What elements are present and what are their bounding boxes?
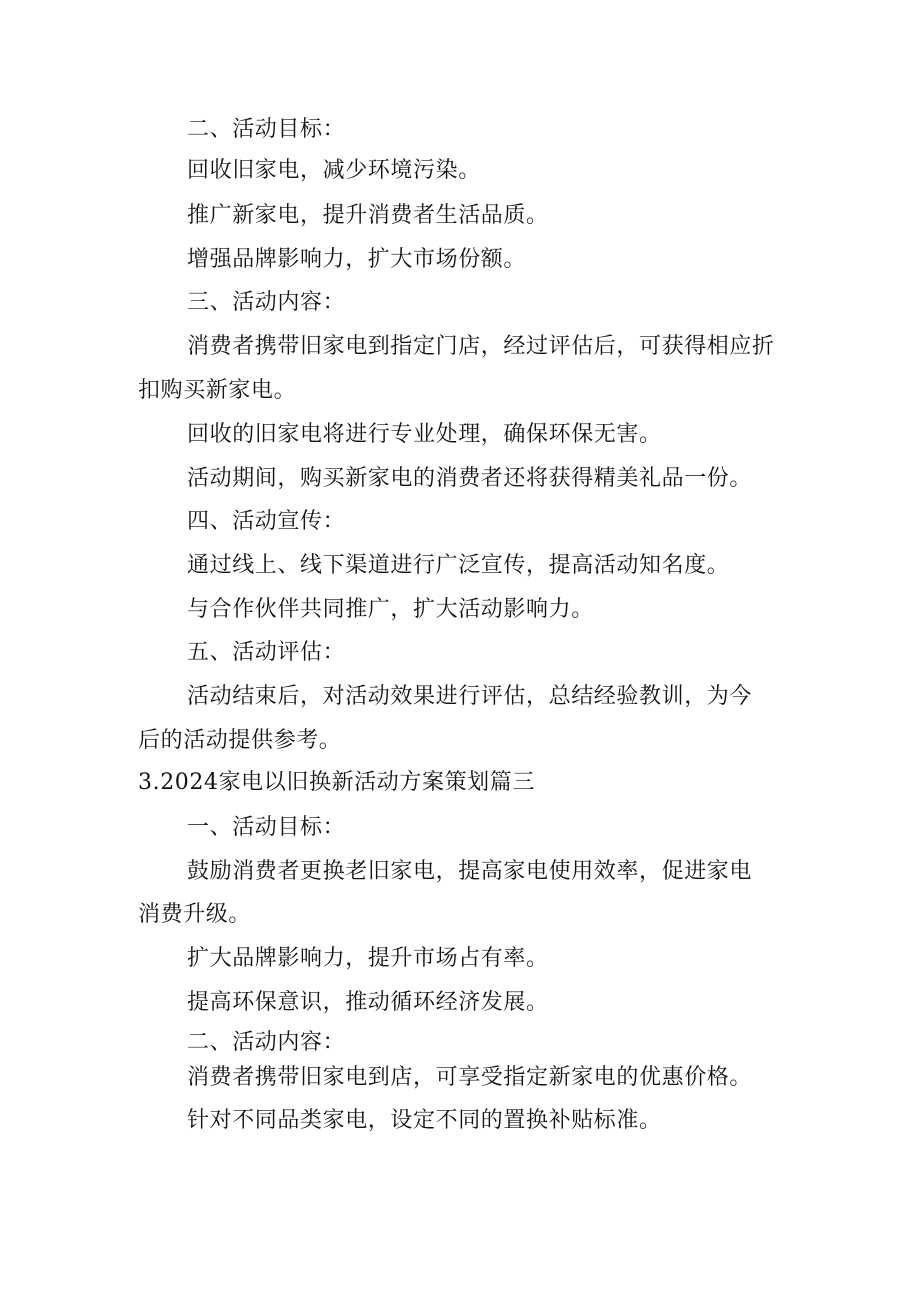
- paragraph-line: 回收的旧家电将进行专业处理，确保环保无害。: [187, 422, 662, 447]
- chapter-title: 3.2024家电以旧换新活动方案策划篇三: [138, 770, 535, 795]
- paragraph-line-continuation: 消费升级。: [138, 902, 252, 927]
- paragraph-line: 鼓励消费者更换老旧家电，提高家电使用效率，促进家电: [187, 859, 753, 884]
- section-heading-evaluation: 五、活动评估：: [187, 640, 346, 665]
- paragraph-line: 与合作伙伴共同推广，扩大活动影响力。: [187, 597, 594, 622]
- section-heading-promotion: 四、活动宣传：: [187, 509, 346, 534]
- section-heading-goals: 二、活动目标：: [187, 117, 346, 142]
- paragraph-line: 活动期间，购买新家电的消费者还将获得精美礼品一份。: [187, 466, 753, 491]
- paragraph-line: 增强品牌影响力，扩大市场份额。: [187, 247, 527, 272]
- section-heading-goals: 一、活动目标：: [187, 815, 346, 840]
- paragraph-line: 提高环保意识，推动循环经济发展。: [187, 990, 549, 1015]
- paragraph-line: 扩大品牌影响力，提升市场占有率。: [187, 946, 549, 971]
- paragraph-line: 通过线上、线下渠道进行广泛宣传，提高活动知名度。: [187, 553, 730, 578]
- section-heading-content: 三、活动内容：: [187, 290, 346, 315]
- paragraph-line-continuation: 扣购买新家电。: [138, 378, 297, 403]
- paragraph-line: 活动结束后，对活动效果进行评估，总结经验教训，为今: [187, 684, 753, 709]
- paragraph-line: 推广新家电，提升消费者生活品质。: [187, 203, 549, 228]
- paragraph-line: 消费者携带旧家电到店，可享受指定新家电的优惠价格。: [187, 1065, 753, 1090]
- paragraph-line: 回收旧家电，减少环境污染。: [187, 158, 481, 183]
- paragraph-line: 针对不同品类家电，设定不同的置换补贴标准。: [187, 1108, 662, 1133]
- paragraph-line-continuation: 后的活动提供参考。: [138, 728, 342, 753]
- section-heading-content: 二、活动内容：: [187, 1030, 346, 1055]
- paragraph-line: 消费者携带旧家电到指定门店，经过评估后，可获得相应折: [187, 334, 775, 359]
